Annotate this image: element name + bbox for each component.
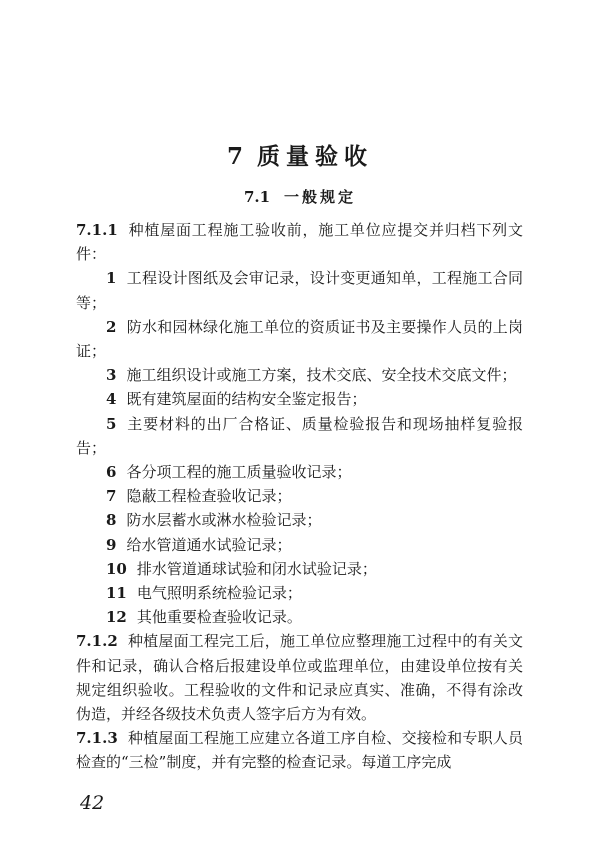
item-number: 11 <box>106 584 127 603</box>
list-item <box>76 484 523 508</box>
list-item <box>76 363 523 387</box>
item-text: 其他重要检查验收记录。 <box>136 608 302 627</box>
item-number: 2 <box>106 317 117 336</box>
item-number: 4 <box>106 390 117 409</box>
item-text: 施工组织设计或施工方案，技术交底、安全技术交底文件； <box>126 366 517 385</box>
item-text: 排水管道通球试验和闭水试验记录； <box>136 559 377 578</box>
list-item <box>76 557 523 581</box>
list-item <box>76 533 523 557</box>
item-text: 既有建筑屋面的结构安全鉴定报告； <box>126 390 367 409</box>
chapter-title-text: 质量验收 <box>257 143 373 170</box>
clause-7-1-1 <box>76 218 523 266</box>
list-item <box>76 387 523 411</box>
clause-number: 7.1.1 <box>76 221 118 239</box>
clause-7-1-2 <box>76 629 523 726</box>
list-item <box>76 266 523 314</box>
item-text: 防水层蓄水或淋水检验记录； <box>126 511 322 530</box>
item-text: 工程设计图纸及会审记录，设计变更通知单，工程施工合同等； <box>76 269 523 312</box>
clause-text: 种植屋面工程施工验收前，施工单位应提交并归档下列文件： <box>76 221 523 264</box>
chapter-title <box>0 138 600 171</box>
list-item <box>76 508 523 532</box>
item-number: 5 <box>106 414 117 433</box>
item-number: 10 <box>106 559 127 578</box>
section-title-text: 一般规定 <box>284 188 357 206</box>
clause-number: 7.1.2 <box>76 632 118 651</box>
item-number: 6 <box>106 463 117 482</box>
list-item <box>76 460 523 484</box>
list-item <box>76 412 523 460</box>
item-text: 防水和园林绿化施工单位的资质证书及主要操作人员的上岗证； <box>76 317 523 361</box>
item-text: 各分项工程的施工质量验收记录； <box>126 463 352 482</box>
clause-text: 种植屋面工程完工后，施工单位应整理施工过程中的有关文件和记录，确认合格后报建设单位或监理单位，由建设单位按有关规定组织验收。工程验收的文件和记录应真实、准确，不得有涂改伪造，并经各级技术负责人签字后方为有效。 <box>76 632 523 724</box>
item-text: 电气照明系统检验记录； <box>136 584 302 603</box>
clause-text: 种植屋面工程施工应建立各道工序自检、交接检和专职人员检查的“三检”制度，并有完整的检查记录。每道工序完成 <box>76 729 523 772</box>
item-number: 3 <box>106 366 117 385</box>
item-text: 主要材料的出厂合格证、质量检验报告和现场抽样复验报告； <box>76 414 523 457</box>
item-number: 8 <box>106 511 117 530</box>
document-body <box>76 218 523 775</box>
item-text: 给水管道通水试验记录； <box>126 535 292 554</box>
item-number: 9 <box>106 535 117 554</box>
list-item <box>76 605 523 629</box>
item-text: 隐蔽工程检查验收记录； <box>126 487 292 506</box>
section-number: 7.1 <box>243 188 271 206</box>
page-number: 42 <box>80 792 105 814</box>
item-number: 7 <box>106 487 117 506</box>
list-item <box>76 581 523 605</box>
list-item <box>76 315 523 363</box>
chapter-number: 7 <box>226 143 243 170</box>
item-number: 12 <box>106 608 127 627</box>
clause-number: 7.1.3 <box>76 729 118 748</box>
section-title <box>0 186 600 207</box>
clause-7-1-3 <box>76 726 523 774</box>
item-number: 1 <box>106 269 117 288</box>
